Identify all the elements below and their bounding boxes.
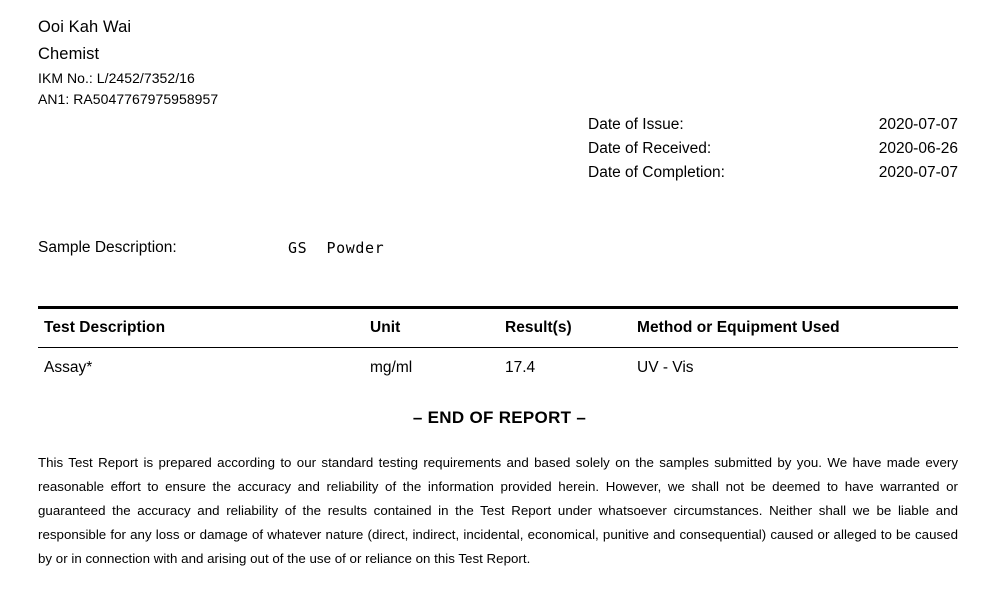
- column-header-unit: Unit: [370, 319, 401, 336]
- signatory-title: Chemist: [38, 45, 100, 63]
- end-of-report-marker: – END OF REPORT –: [412, 408, 587, 427]
- disclaimer-text: This Test Report is prepared according to our standard testing requirements and based solely on the samples submitted by you. We have made every reasonable effort to ensure the accuracy and reliability of the information provided herein. However, we shall not be deemed to have warranted or guaranteed the accuracy and reliability of the results contained in the Test Report under whatsoever circumstances. Neither shall we be liable and responsible for any loss or damage of whatever nature (direct, indirect, incidental, economical, punitive and consequential) caused or alleged to be caused by or in connection with and arising out of the use of or reliance on this Test Report.: [38, 455, 958, 567]
- table-header-row: [38, 309, 958, 347]
- date-of-received-value: 2020-06-26: [878, 140, 958, 157]
- sample-description-value: GS Powder: [288, 239, 385, 257]
- sample-description-row: [38, 235, 958, 261]
- date-of-received-label: Date of Received:: [588, 140, 712, 157]
- an1-number: AN1: RA5047767975958957: [38, 91, 219, 107]
- date-of-issue-value: 2020-07-07: [878, 116, 958, 133]
- date-of-completion-value: 2020-07-07: [878, 164, 958, 181]
- dates-block: [588, 113, 958, 185]
- results-table: [38, 306, 958, 388]
- cell-unit: mg/ml: [370, 359, 413, 376]
- column-header-test-description: Test Description: [44, 319, 166, 336]
- date-of-issue-row: [588, 113, 958, 137]
- column-header-result: Result(s): [505, 319, 572, 336]
- sample-description-label: Sample Description:: [38, 239, 177, 256]
- signatory-name: Ooi Kah Wai: [38, 18, 132, 36]
- ikm-number: IKM No.: L/2452/7352/16: [38, 70, 195, 86]
- cell-test-description: Assay*: [44, 359, 93, 376]
- date-of-received-row: [588, 137, 958, 161]
- cell-result: 17.4: [505, 359, 536, 376]
- date-of-completion-row: [588, 161, 958, 185]
- table-row: [38, 348, 958, 388]
- column-header-method: Method or Equipment Used: [637, 319, 840, 336]
- date-of-issue-label: Date of Issue:: [588, 116, 684, 133]
- date-of-completion-label: Date of Completion:: [588, 164, 725, 181]
- cell-method: UV - Vis: [637, 359, 694, 376]
- signatory-block: [38, 14, 458, 110]
